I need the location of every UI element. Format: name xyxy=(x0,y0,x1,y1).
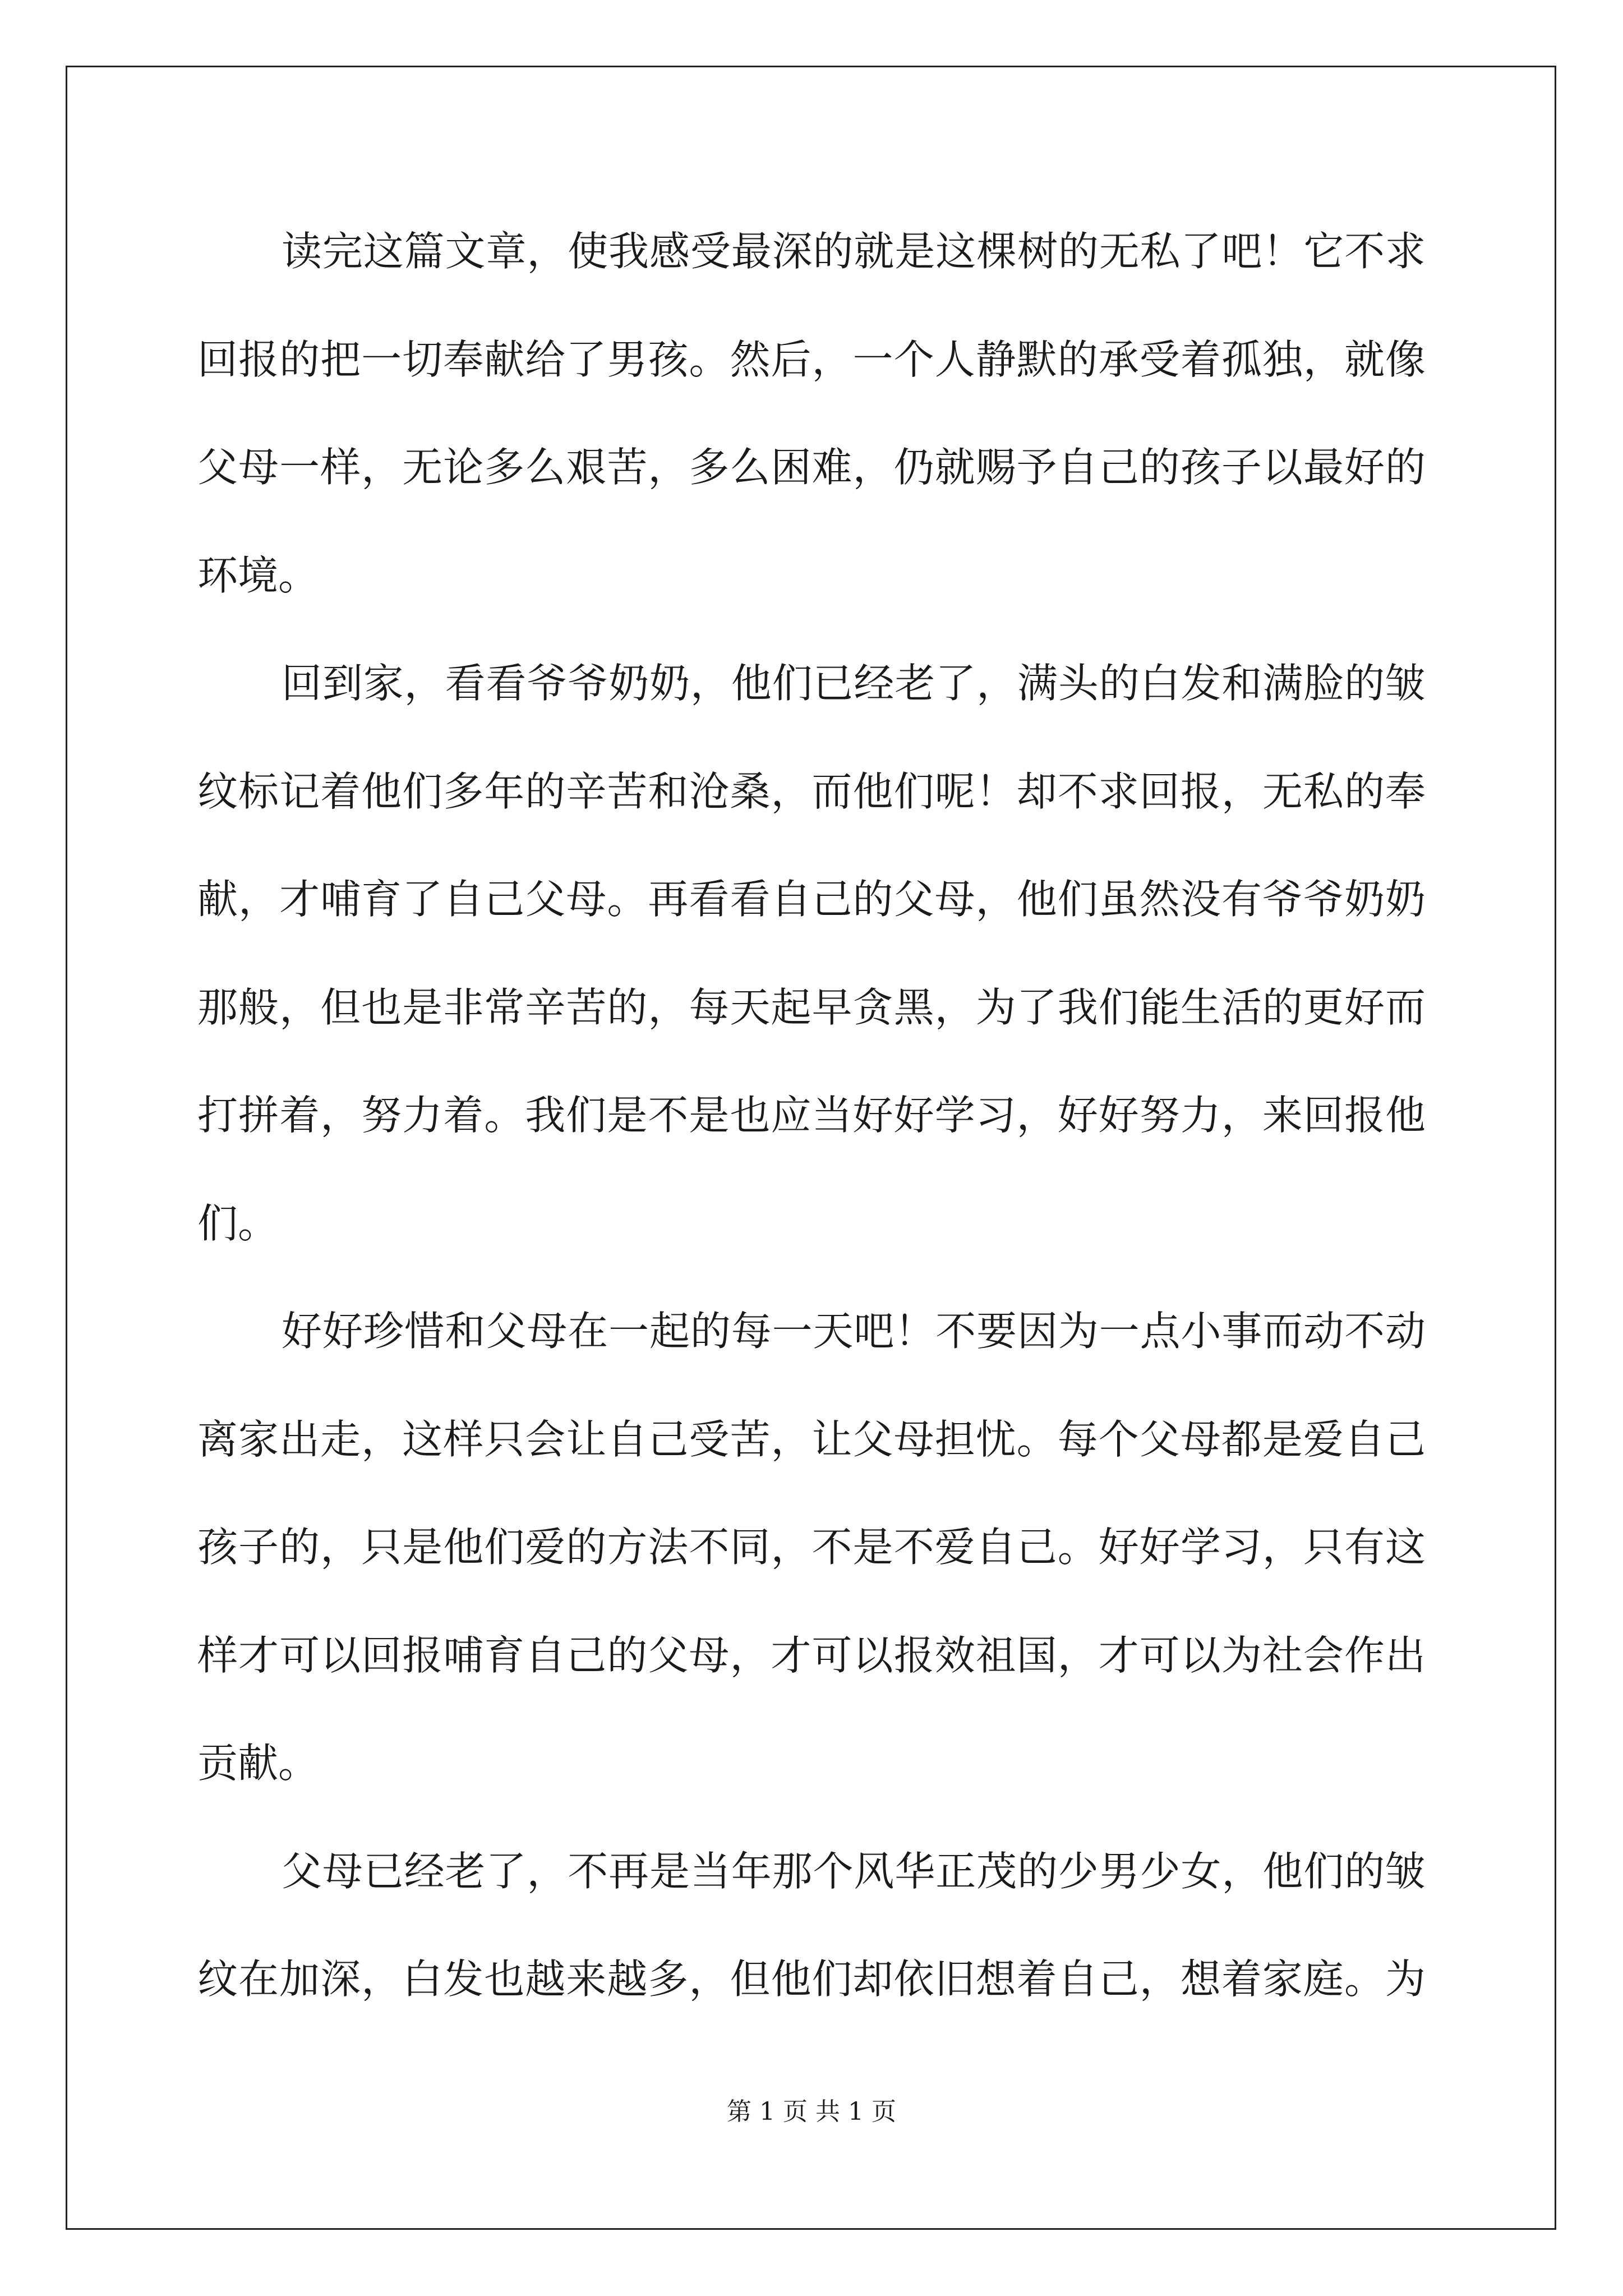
text-line: 回报的把一切奉献给了男孩。然后，一个人静默的承受着孤独，就像 xyxy=(197,335,1426,383)
text-line: 离家出走，这样只会让自己受苦，让父母担忧。每个父母都是爱自己 xyxy=(197,1415,1426,1463)
text-line: 读完这篇文章，使我感受最深的就是这棵树的无私了吧！它不求 xyxy=(282,228,1426,275)
text-line: 打拼着，努力着。我们是不是也应当好好学习，好好努力，来回报他 xyxy=(197,1092,1426,1139)
text-line: 纹在加深，白发也越来越多，但他们却依旧想着自己，想着家庭。为 xyxy=(197,1955,1426,2003)
text-line: 回到家，看看爷爷奶奶，他们已经老了，满头的白发和满脸的皱 xyxy=(282,660,1426,707)
text-line: 父母一样，无论多么艰苦，多么困难，仍就赐予自己的孩子以最好的 xyxy=(197,444,1426,491)
page-footer: 第 1 页 共 1 页 xyxy=(727,2097,896,2126)
text-line: 贡献。 xyxy=(197,1740,319,1787)
text-line: 好好珍惜和父母在一起的每一天吧！不要因为一点小事而动不动 xyxy=(282,1308,1426,1355)
text-line: 那般，但也是非常辛苦的，每天起早贪黑，为了我们能生活的更好而 xyxy=(197,983,1426,1031)
text-line: 父母已经老了，不再是当年那个风华正茂的少男少女，他们的皱 xyxy=(282,1847,1426,1895)
document-body xyxy=(197,197,1426,2033)
text-line: 献，才哺育了自己父母。再看看自己的父母，他们虽然没有爷爷奶奶 xyxy=(197,876,1426,923)
text-line: 们。 xyxy=(197,1199,279,1247)
text-line: 样才可以回报哺育自己的父母，才可以报效祖国，才可以为社会作出 xyxy=(197,1631,1426,1679)
text-line: 纹标记着他们多年的辛苦和沧桑，而他们呢！却不求回报，无私的奉 xyxy=(197,767,1426,815)
text-line: 孩子的，只是他们爱的方法不同，不是不爱自己。好好学习，只有这 xyxy=(197,1524,1426,1571)
text-line: 环境。 xyxy=(197,551,319,599)
